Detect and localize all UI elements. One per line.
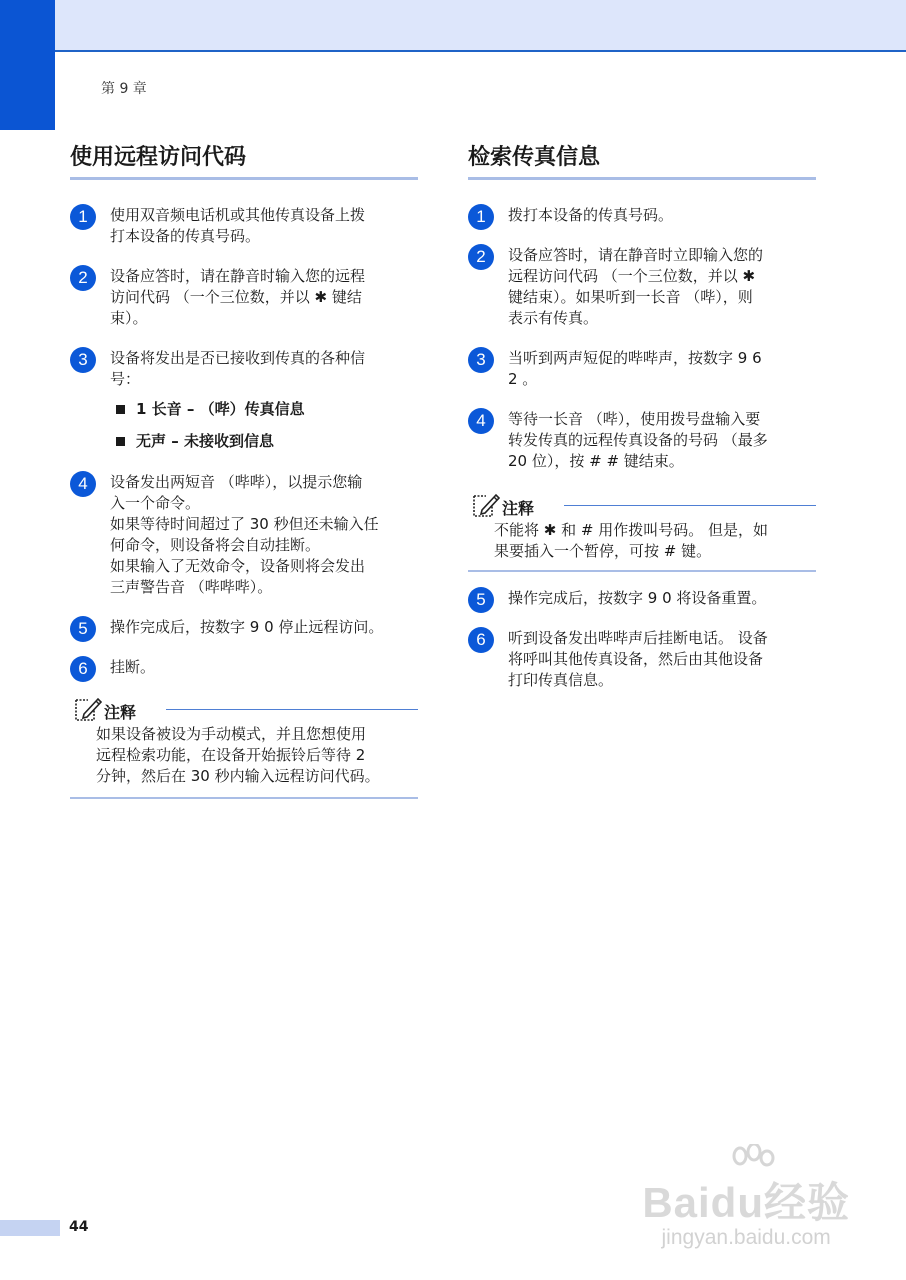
note-label: 注释 [104, 703, 137, 722]
step-number-badge: 6 [468, 627, 494, 653]
right-step-5 [468, 588, 816, 609]
step-line: 将呼叫其他传真设备，然后由其他设备 [508, 650, 764, 668]
section-title-remote-access: 使用远程访问代码 [70, 140, 418, 180]
step-line: 使用双音频电话机或其他传真设备上拨 [110, 206, 366, 224]
step-number-badge: 4 [468, 408, 494, 434]
step-line: 听到设备发出哔哔声后挂断电话。 设备 [508, 629, 768, 647]
step-line: 设备应答时，请在静音时立即输入您的 [508, 246, 764, 264]
left-step-2 [70, 266, 418, 329]
note-pencil-icon [74, 696, 102, 722]
note-line: 果要插入一个暂停，可按 # 键。 [494, 542, 712, 560]
step-number-badge: 2 [468, 244, 494, 270]
step-line: 号： [110, 370, 141, 388]
right-step-2 [468, 245, 816, 329]
left-step-4 [70, 472, 418, 598]
left-note-box [70, 696, 418, 799]
step-line: 设备发出两短音 （哔哔），以提示您输 [110, 473, 363, 491]
chapter-label: 第 9 章 [101, 81, 147, 97]
step-number-badge: 2 [70, 265, 96, 291]
step-line: 操作完成后，按数字 9 0 将设备重置。 [508, 589, 767, 607]
note-label: 注释 [502, 499, 535, 518]
step-number-badge: 5 [70, 616, 96, 642]
baidu-watermark [642, 1150, 850, 1250]
page-number: 44 [69, 1219, 89, 1235]
step-line: 20 位），按 # # 键结束。 [508, 452, 684, 470]
step-line: 远程访问代码 （一个三位数，并以 ✱ [508, 267, 756, 285]
paw-icon [724, 1144, 780, 1184]
left-step-5 [70, 617, 418, 638]
note-header [70, 696, 418, 722]
bullet-square-icon [116, 437, 125, 446]
watermark-logo-text: Baidu经验 [642, 1179, 850, 1226]
step-line: 打印传真信息。 [508, 671, 614, 689]
step-line: 设备将发出是否已接收到传真的各种信 [110, 349, 366, 367]
step-line: 转发传真的远程传真设备的号码 （最多 [508, 431, 768, 449]
step-line: 挂断。 [110, 658, 156, 676]
step-line: 操作完成后，按数字 9 0 停止远程访问。 [110, 618, 384, 636]
step-line: 访问代码 （一个三位数，并以 ✱ 键结 [110, 288, 362, 306]
note-line: 分钟，然后在 30 秒内输入远程访问代码。 [96, 767, 380, 785]
bullet-text: 1 长音 – （哔）传真信息 [136, 400, 305, 418]
note-pencil-icon [472, 492, 500, 518]
note-line: 远程检索功能，在设备开始振铃后等待 2 [96, 746, 366, 764]
note-header [468, 492, 816, 518]
section-title-retrieve-fax: 检索传真信息 [468, 140, 816, 180]
step-number-badge: 3 [468, 347, 494, 373]
step-line: 如果等待时间超过了 30 秒但还未输入任 [110, 515, 379, 533]
step-line: 何命令，则设备将会自动挂断。 [110, 536, 321, 554]
right-step-1 [468, 205, 816, 226]
step-line: 设备应答时，请在静音时输入您的远程 [110, 267, 366, 285]
right-column [468, 140, 816, 691]
step-number-badge: 3 [70, 347, 96, 373]
step-line: 2 。 [508, 370, 538, 388]
left-step-1 [70, 205, 418, 247]
note-rule [166, 709, 418, 710]
right-step-4 [468, 409, 816, 472]
step-line: 束）。 [110, 309, 148, 327]
note-rule [564, 505, 816, 506]
step-line: 入一个命令。 [110, 494, 201, 512]
bullet-square-icon [116, 405, 125, 414]
step-number-badge: 1 [468, 204, 494, 230]
note-line: 如果设备被设为手动模式，并且您想使用 [96, 725, 367, 743]
chapter-side-tab [0, 0, 55, 130]
page-number-bar [0, 1220, 60, 1236]
left-column [70, 140, 418, 799]
watermark-url: jingyan.baidu.com [661, 1226, 831, 1249]
step-line: 三声警告音 （哔哔哔）。 [110, 578, 273, 596]
bullet-text: 无声 – 未接收到信息 [136, 432, 274, 450]
step-number-badge: 6 [70, 656, 96, 682]
step-line: 打本设备的传真号码。 [110, 227, 261, 245]
page-header-bar [0, 0, 906, 52]
left-step-3 [70, 348, 418, 390]
step-line: 拨打本设备的传真号码。 [508, 206, 674, 224]
step-line: 等待一长音 （哔），使用拨号盘输入要 [508, 410, 761, 428]
step-number-badge: 4 [70, 471, 96, 497]
step-line: 如果输入了无效命令，设备则将会发出 [110, 557, 366, 575]
step-line: 键结束）。如果听到一长音 （哔），则 [508, 288, 753, 306]
left-step-6 [70, 657, 418, 678]
signal-bullet-2 [70, 431, 418, 452]
step-line: 表示有传真。 [508, 309, 599, 327]
note-line: 不能将 ✱ 和 # 用作拨叫号码。 但是，如 [494, 521, 768, 539]
right-note-box [468, 492, 816, 572]
signal-bullet-1 [70, 399, 418, 420]
step-number-badge: 5 [468, 587, 494, 613]
step-number-badge: 1 [70, 204, 96, 230]
right-step-3 [468, 348, 816, 390]
right-step-6 [468, 628, 816, 691]
step-line: 当听到两声短促的哔哔声，按数字 9 6 [508, 349, 762, 367]
